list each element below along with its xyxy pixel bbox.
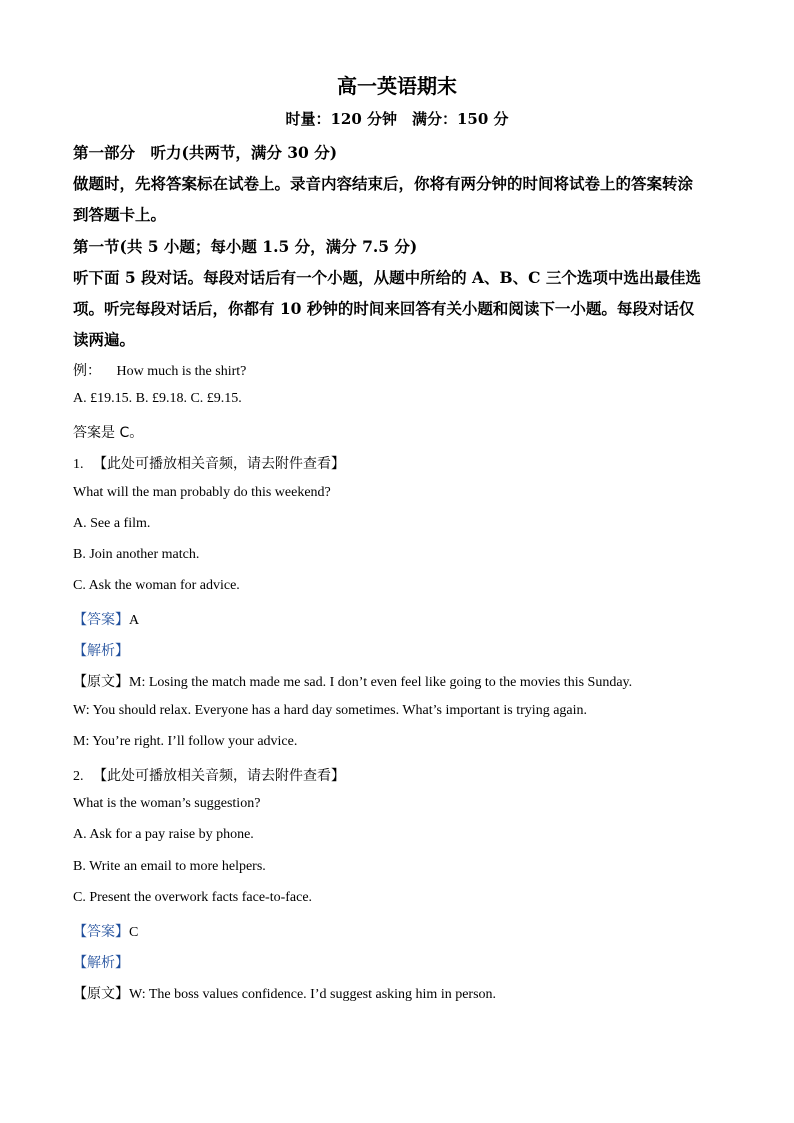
answer-tag: 【答案】 xyxy=(73,924,129,940)
question-1-transcript-line xyxy=(73,671,632,691)
answer-value: C xyxy=(129,925,139,940)
question-2-option-c: C. Present the overwork facts face-to-face. xyxy=(73,890,313,905)
transcript-text: W: The boss values confidence. I’d suggest asking him in person. xyxy=(129,987,497,1002)
audio-note: 【此处可播放相关音频，请去附件查看】 xyxy=(93,456,345,472)
question-2-answer xyxy=(73,921,138,941)
question-1-option-a: A. See a film. xyxy=(73,516,151,531)
question-2-text: What is the woman’s suggestion? xyxy=(73,796,261,811)
question-1-analysis xyxy=(73,640,129,660)
analysis-tag: 【解析】 xyxy=(73,643,129,659)
section1-instruction-line: 项。听完每段对话后，你都有 10 秒钟的时间来回答有关小题和阅读下一小题。每段对话仅 xyxy=(73,299,695,318)
page-title: 高一英语期末 xyxy=(337,74,457,98)
question-1-option-b: B. Join another match. xyxy=(73,547,200,562)
transcript-text: M: Losing the match made me sad. I don’t even feel like going to the movies this Sunday. xyxy=(129,675,633,690)
section1-instruction-line: 读两遍。 xyxy=(73,330,136,349)
transcript-tag: 【原文】 xyxy=(73,674,129,690)
section1-instruction-line: 听下面 5 段对话。每段对话后有一个小题，从题中所给的 A、B、C 三个选项中选出最佳选 xyxy=(73,268,701,287)
example-row xyxy=(73,360,246,380)
question-2-transcript-line xyxy=(73,983,496,1003)
question-1-transcript-line: W: You should relax. Everyone has a hard day sometimes. What’s important is trying again. xyxy=(73,703,588,718)
section1-heading: 第一节(共 5 小题；每小题 1.5 分，满分 7.5 分) xyxy=(73,237,418,256)
example-label: 例： xyxy=(73,363,101,379)
example-question: How much is the shirt? xyxy=(116,364,247,379)
part1-heading: 第一部分 听力(共两节，满分 30 分) xyxy=(73,143,338,162)
question-2-analysis xyxy=(73,952,129,972)
question-1-answer xyxy=(73,609,139,629)
question-1-text: What will the man probably do this weekend? xyxy=(73,485,331,500)
example-answer: 答案是 C。 xyxy=(73,425,144,441)
question-number: 2. xyxy=(73,769,84,784)
question-2-header xyxy=(73,765,345,785)
answer-tag: 【答案】 xyxy=(73,612,129,628)
question-1-option-c: C. Ask the woman for advice. xyxy=(73,578,240,593)
audio-note: 【此处可播放相关音频，请去附件查看】 xyxy=(93,768,345,784)
question-1-header xyxy=(73,453,345,473)
question-1-transcript-line: M: You’re right. I’ll follow your advice. xyxy=(73,734,298,749)
exam-time-score: 时量：120 分钟 满分：150 分 xyxy=(285,110,509,128)
question-number: 1. xyxy=(73,457,84,472)
question-2-option-a: A. Ask for a pay raise by phone. xyxy=(73,827,254,842)
instruction-line: 做题时，先将答案标在试卷上。录音内容结束后，你将有两分钟的时间将试卷上的答案转涂 xyxy=(73,174,694,193)
transcript-tag: 【原文】 xyxy=(73,986,129,1002)
example-options: A. £19.15. B. £9.18. C. £9.15. xyxy=(73,391,242,406)
answer-value: A xyxy=(129,613,140,628)
analysis-tag: 【解析】 xyxy=(73,955,129,971)
question-2-option-b: B. Write an email to more helpers. xyxy=(73,859,266,874)
instruction-line: 到答题卡上。 xyxy=(73,205,167,224)
